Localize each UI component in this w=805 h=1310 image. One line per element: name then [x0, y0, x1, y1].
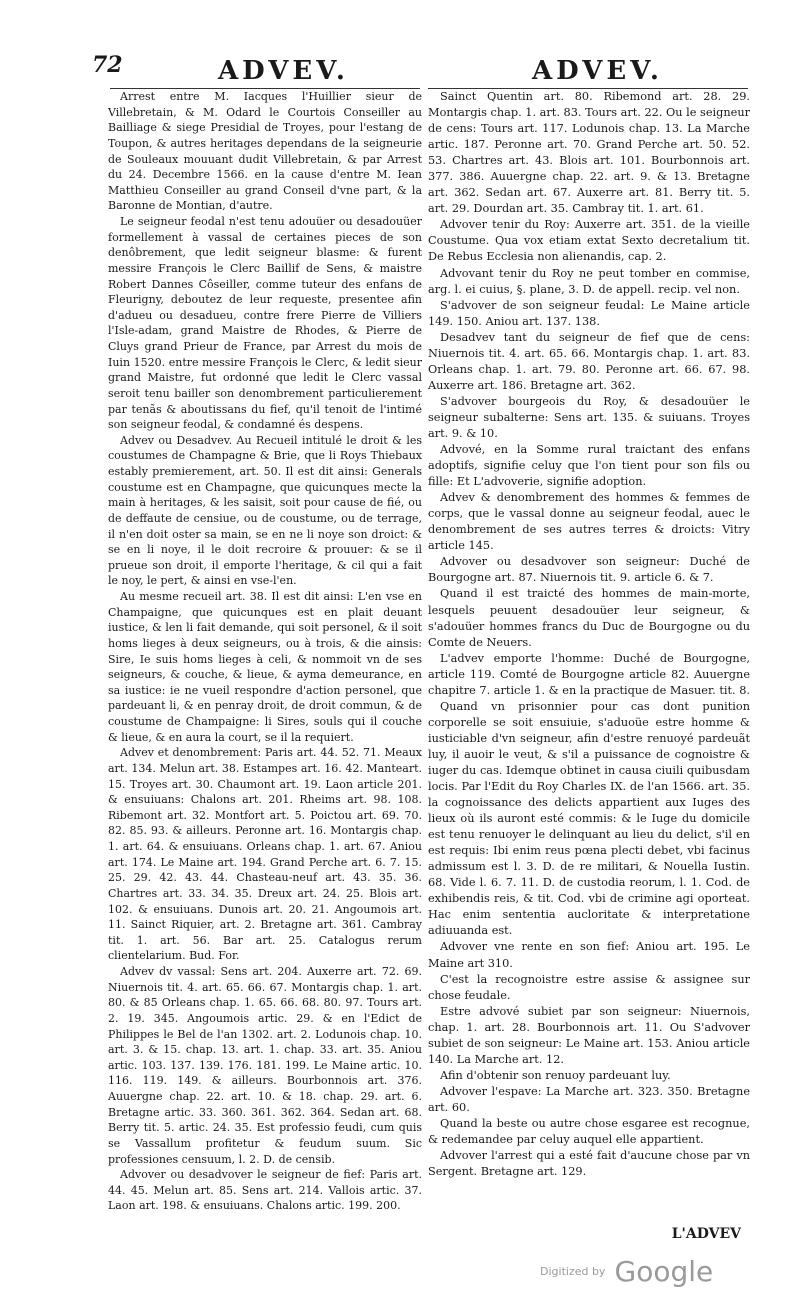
paragraph: Advev & denombrement des hommes & femmes de corps, que le vassal donne au seigneur feodal, auec le denombrement de ses autres terres & droicts: Vitry article 145. — [428, 491, 750, 553]
paragraph: Le seigneur feodal n'est tenu adouüer ou desadouüer formellement à vassal de certaines pieces de son denôbrement, que ledit seigneur blasme: & furent messire François le Clerc Baillif de Sens, & maistre Robert Dannes Côseiller, comme tuteur des enfans de Fleurigny, deboutez de leur requeste, presentee afin d'adueu ou desadueu, contre frere Pierre de Villiers l'Isle-adam, grand Maistre de Rhodes, & Pierre de Cluys grand Prieur de France, par Arrest du mois de Iuin 1520. entre messire François le Clerc, & ledit sieur grand Maistre, fut ordonné que ledit le Clerc vassal seroit tenu bailler son denombrement particulierement par tenãs & aboutissans du fief, qu'il tenoit de l'intimé son seigneur feodal, & condamné és despens. — [108, 215, 422, 432]
running-head-left: ADVEV. — [218, 56, 349, 86]
paragraph: Estre advové subiet par son seigneur: Niuernois, chap. 1. art. 28. Bourbonnois art. 11. Ou S'advover subiet de son seigneur: Le Maine art. 153. Aniou article 140. La Marche art. 12. — [428, 1004, 750, 1066]
paragraph: Quand la beste ou autre chose esgaree est recognue, & redemandee par celuy auquel elle appartient. — [428, 1117, 750, 1147]
paragraph: Advovant tenir du Roy ne peut tomber en commise, arg. l. ei cuius, §. plane, 3. D. de appell. recip. vel non. — [428, 266, 750, 296]
paragraph: Advover vne rente en son fief: Aniou art. 195. Le Maine art 310. — [428, 940, 750, 970]
paragraph: C'est la recognoistre estre assise & assignee sur chose feudale. — [428, 972, 750, 1002]
left-column — [108, 89, 422, 1214]
paragraph: Advover l'arrest qui a esté fait d'aucune chose par vn Sergent. Bretagne art. 129. — [428, 1149, 750, 1179]
paragraph: Advover ou desadvover son seigneur: Duché de Bourgogne art. 87. Niuernois tit. 9. article 6. & 7. — [428, 555, 750, 585]
paragraph: Advover ou desadvover le seigneur de fief: Paris art. 44. 45. Melun art. 85. Sens art. 214. Vallois artic. 37. Laon art. 198. & ensuiuans. Chalons artic. 199. 200. — [108, 1168, 422, 1213]
paragraph: Advover l'espave: La Marche art. 323. 350. Bretagne art. 60. — [428, 1084, 750, 1114]
watermark-prefix: Digitized by — [540, 1265, 606, 1278]
paragraph: Advev dv vassal: Sens art. 204. Auxerre art. 72. 69. Niuernois tit. 4. art. 65. 66. 67. Montargis chap. 1. art. 80. & 85 Orleans chap. 1. 65. 66. 68. 80. 97. Tours art. 2. 19. 345. Angoumois artic. 29. & en l'Edict de Philippes le Bel de l'an 1302. art. 2. Lodunois chap. 10. art. 3. & 15. chap. 13. art. 1. chap. 33. art. 35. Aniou artic. 103. 137. 139. 176. 181. 199. Le Maine artic. 10. 116. 119. 149. & ailleurs. Bourbonnois art. 376. Auuergne chap. 22. art. 10. & 18. chap. 29. art. 6. Bretagne artic. 33. 360. 361. 362. 364. Sedan art. 68. Berry tit. 5. artic. 24. 35. Est professio feudi, cum quis se Vassallum profitetur & feudum suum. Sic professiones censuum, l. 2. D. de censib. — [108, 965, 422, 1166]
paragraph: Desadvev tant du seigneur de fief que de cens: Niuernois tit. 4. art. 65. 66. Montargis chap. 1. art. 83. Orleans chap. 1. art. 79. 80. Peronne art. 66. 67. 98. Auxerre art. 186. Bretagne art. 362. — [428, 330, 750, 392]
paragraph: Sainct Quentin art. 80. Ribemond art. 28. 29. Montargis chap. 1. art. 83. Tours art. 22. Ou le seigneur de cens: Tours art. 117. Lodunois chap. 13. La Marche artic. 187. Peronne art. 70. Grand Perche art. 50. 52. 53. Chartres art. 43. Blois art. 101. Bourbonnois art. 377. 386. Auuergne chap. 22. art. 9. & 13. Bretagne art. 362. Sedan art. 67. Auxerre art. 81. Berry tit. 5. art. 29. Dourdan art. 35. Cambray tit. 1. art. 61. — [428, 90, 751, 216]
paragraph: Advev et denombrement: Paris art. 44. 52. 71. Meaux art. 134. Melun art. 38. Estampes art. 16. 42. Manteart. 15. Troyes art. 30. Chaumont art. 19. Laon article 201. & ensuiuans: Chalons art. 201. Rheims art. 98. 108. Ribemont art. 32. Montfort art. 5. Poictou art. 69. 70. 82. 85. 93. & ailleurs. Peronne art. 16. Montargis chap. 1. art. 64. & ensuiuans. Orleans chap. 1. art. 67. Aniou art. 174. Le Maine art. 194. Grand Perche art. 6. 7. 15. 25. 29. 42. 43. 44. Chasteau-neuf art. 43. 35. 36. Chartres art. 33. 34. 35. Dreux art. 24. 25. Blois art. 102. & ensuiuans. Dunois art. 20. 21. Angoumois art. 11. Sainct Riquier, art. 2. Bretagne art. 361. Cambray tit. 1. art. 56. Bar art. 25. Catalogus rerum clientelarium. Bud. For. — [108, 746, 422, 963]
google-watermark — [540, 1255, 713, 1288]
paragraph: Au mesme recueil art. 38. Il est dit ainsi: L'en vse en Champaigne, que quicunques est en plait deuant iustice, & len li fait demande, qui soit personel, & il soit homs lieges à deux seigneurs, ou à trois, & die ainsis: Sire, Ie suis homs lieges à celi, & nommoit vn de ses seigneurs, & couche, & lieue, & ayma demeurance, en sa iustice: ie ne vueil respondre d'action personel, que pardeuant li, & en penray droit, de droit commun, & de coustume de Champaigne: li Sires, souls qui il couche & lieue, & en aura la court, se il la requiert. — [108, 590, 422, 744]
paragraph: Advev ou Desadvev. Au Recueil intitulé le droit & les coustumes de Champagne & Brie, que li Roys Thiebaux estably premierement, art. 50. Il est dit ainsi: Generals coustume est en Champagne, que quicunques mecte la main à heritages, & les saisit, soit pour cause de fié, ou de deffaute de censiue, ou de coustume, ou de terrage, il n'en doit oster sa main, se en ne li noye son droict: & se en li noye, il le doit recroire & prouuer: & se il prueue son droit, il emporte l'heritage, & cil qui a fait le noy, le pert, & ainsi en vse-l'en. — [108, 433, 422, 588]
running-head-right: ADVEV. — [532, 56, 663, 86]
paragraph: Advové, en la Somme rural traictant des enfans adoptifs, signifie celuy que l'on tient pour son fils ou fille: Et L'advoverie, signifie adoption. — [428, 443, 750, 489]
catchword: L'ADVEV — [671, 1226, 741, 1242]
paragraph: S'advover bourgeois du Roy, & desadouüer le seigneur subalterne: Sens art. 135. & suiuans. Troyes art. 9. & 10. — [428, 394, 750, 440]
paragraph: S'advover de son seigneur feudal: Le Maine article 149. 150. Aniou art. 137. 138. — [428, 298, 750, 328]
google-logo: Google — [614, 1255, 714, 1288]
paragraph: Afin d'obtenir son renuoy pardeuant luy. — [440, 1068, 671, 1082]
right-column — [428, 89, 750, 1180]
paragraph: Advover tenir du Roy: Auxerre art. 351. de la vieille Coustume. Qua vox etiam extat Sexto decretalium tit. De Rebus Ecclesia non alienandis, cap. 2. — [428, 218, 750, 264]
page-number: 72 — [92, 52, 123, 78]
paragraph: Quand vn prisonnier pour cas dont punition corporelle se soit ensuiuie, s'aduoüe estre homme & iusticiable d'vn seigneur, afin d'estre renuoyé pardeuãt luy, il auoir le veut, & s'il a puissance de cognoistre & iuger du cas. Idemque obtinet in causa ciuili quibusdam locis. Par l'Edit du Roy Charles IX. de l'an 1566. art. 35. la cognoissance des delicts appartient aux Iuges des lieux où ils auront esté commis: & le Iuge du domicile est tenu renuoyer le delinquant au lieu du delict, s'il en est requis: Ibi enim reus pœna plecti debet, vbi facinus admissum est l. 3. D. de re militari, & Nouella Iustin. 68. Vide l. 6. 7. 11. D. de custodia reorum, l. 1. Cod. de exhibendis reis, & tit. Cod. vbi de crimine agi oporteat. Hac enim sententia aucloritate & interpretatione adiuuanda est. — [428, 699, 750, 938]
paragraph: Quand il est traicté des hommes de main-morte, lesquels peuuent desadouüer leur seigneur, & s'adouüer hommes francs du Duc de Bourgogne ou du Comte de Neuers. — [428, 587, 750, 649]
paragraph: L'advev emporte l'homme: Duché de Bourgogne, article 119. Comté de Bourgogne article 82. Auuergne chapitre 7. article 1. & en la practique de Masuer. tit. 8. — [428, 651, 750, 697]
paragraph: Arrest entre M. Iacques l'Huillier sieur de Villebretain, & M. Odard le Courtois Conseiller au Bailliage & siege Presidial de Troyes, pour l'estang de Toupon, & autres heritages dependans de la seigneurie de Souleaux mouuant dudit Villebretain, & par Arrest du 24. Decembre 1566. en la cause d'entre M. Iean Matthieu Conseiller au grand Conseil d'vne part, & la Baronne de Montian, d'autre. — [108, 90, 422, 213]
